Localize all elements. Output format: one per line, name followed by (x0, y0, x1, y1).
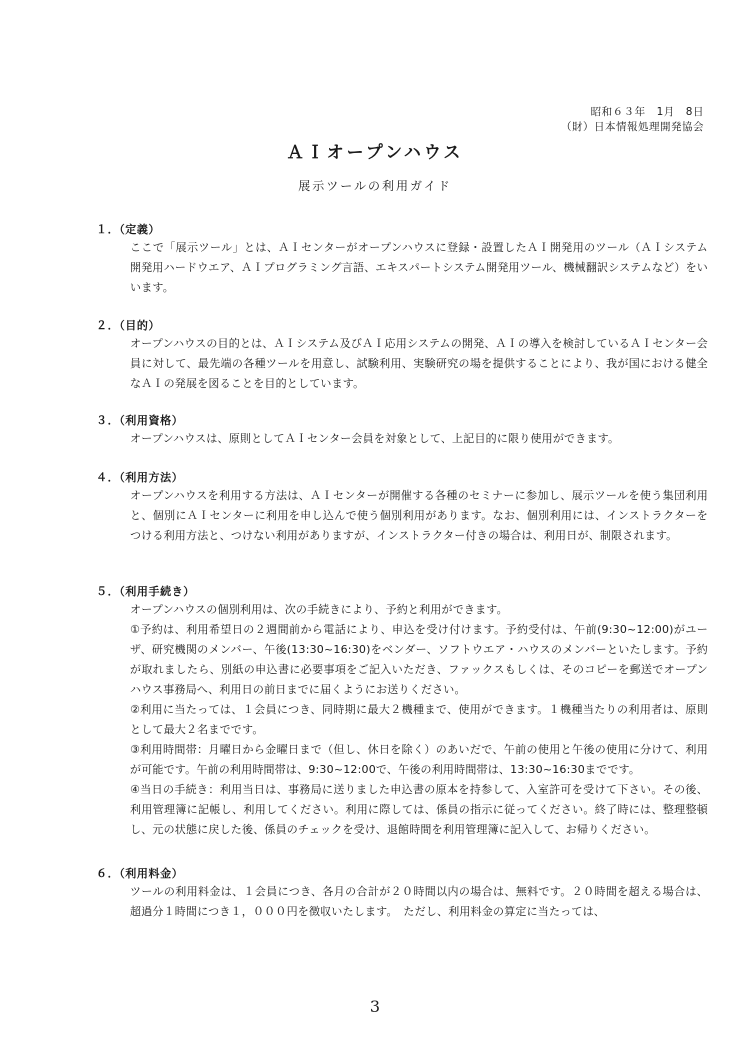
section-eligibility (96, 413, 708, 449)
paragraph: オープンハウスの個別利用は、次の手続きにより、予約と利用ができます。 (130, 603, 508, 616)
section-body (130, 600, 708, 840)
section-body (130, 334, 708, 394)
section-heading: ４．（利用方法） (96, 471, 184, 484)
page-number: 3 (369, 997, 381, 1016)
section-purpose (96, 318, 708, 394)
section-definition (96, 222, 708, 298)
section-heading: １．（定義） (96, 223, 161, 236)
document-header (561, 105, 704, 135)
paragraph: ④当日の手続き：利用当日は、事務局に送りました申込書の原本を持参して、入室許可を受けて下さい。その後、利用管理簿に記帳し、利用してください。利用に際しては、係員の指示に従ってください。終了時には、整理整頓し、元の状態に戻した後、係員のチェックを受け、退館時間を利用管理簿に記入して、お帰りください。 (130, 783, 708, 836)
section-body (130, 238, 708, 298)
paragraph: ②利用に当たっては、１会員につき、同時期に最大２機種まで、使用ができます。１機種当たりの利用者は、原則として最大２名までです。 (130, 703, 708, 736)
section-heading: ５．（利用手続き） (96, 585, 195, 598)
section-body (130, 429, 708, 449)
section-body (130, 882, 708, 922)
paragraph: ツールの利用料金は、１会員につき、各月の合計が２０時間以内の場合は、無料です。２０時間を超える場合は、超過分１時間につき１，０００円を徴収いたします。 ただし、利用料金の算定に当たっては、 (130, 885, 708, 918)
issuing-organization: （財）日本情報処理開発協会 (561, 121, 704, 133)
section-heading: ２．（目的） (96, 319, 161, 332)
section-fees (96, 866, 708, 922)
section-usage-method (96, 470, 708, 546)
paragraph: オープンハウスの目的とは、ＡＩシステム及びＡＩ応用システムの開発、ＡＩの導入を検討しているＡＩセンター会員に対して、最先端の各種ツールを用意し、試験利用、実験研究の場を提供することにより、我が国における健全なＡＩの発展を図ることを目的としています。 (130, 337, 708, 390)
paragraph: ここで「展示ツール」とは、ＡＩセンターがオープンハウスに登録・設置したＡＩ開発用のツール（ＡＩシステム開発用ハードウエア、ＡＩプログラミング言語、エキスパートシステム開発用ツール、機械翻訳システムなど）をいいます。 (130, 241, 708, 294)
section-body (130, 486, 708, 546)
document-subtitle: 展示ツールの利用ガイド (298, 179, 452, 193)
paragraph: オープンハウスを利用する方法は、ＡＩセンターが開催する各種のセミナーに参加し、展示ツールを使う集団利用と、個別にＡＩセンターに利用を申し込んで使う個別利用があります。なお、個別利用には、インストラクターをつける利用方法と、つけない利用がありますが、インストラクター付きの場合は、利用日が、制限されます。 (130, 489, 708, 542)
section-procedures (96, 584, 708, 840)
paragraph: ①予約は、利用希望日の２週間前から電話により、申込を受け付けます。予約受付は、午前(9:30~12:00)がユーザ、研究機関のメンバー、午後(13:30~16:30)をベンダー、ソフトウエア・ハウスのメンバーといたします。予約が取れましたら、別紙の申込書に必要事項をご記入いただき、ファックスもしくは、そのコピーを郵送でオープンハウス事務局へ、利用日の前日までに届くようにお送りください。 (130, 623, 708, 696)
section-heading: ６．（利用料金） (96, 867, 184, 880)
section-heading: ３．（利用資格） (96, 414, 184, 427)
document-date: 昭和６３年 1月 8日 (590, 106, 704, 118)
paragraph: ③利用時間帯：月曜日から金曜日まで（但し、休日を除く）のあいだで、午前の使用と午後の使用に分けて、利用が可能です。午前の利用時間帯は、9:30~12:00で、午後の利用時間帯は、13:30~16:30までです。 (130, 743, 708, 776)
paragraph: オープンハウスは、原則としてＡＩセンター会員を対象として、上記目的に限り使用ができます。 (130, 432, 620, 445)
document-title: ＡＩオープンハウス (286, 143, 464, 163)
